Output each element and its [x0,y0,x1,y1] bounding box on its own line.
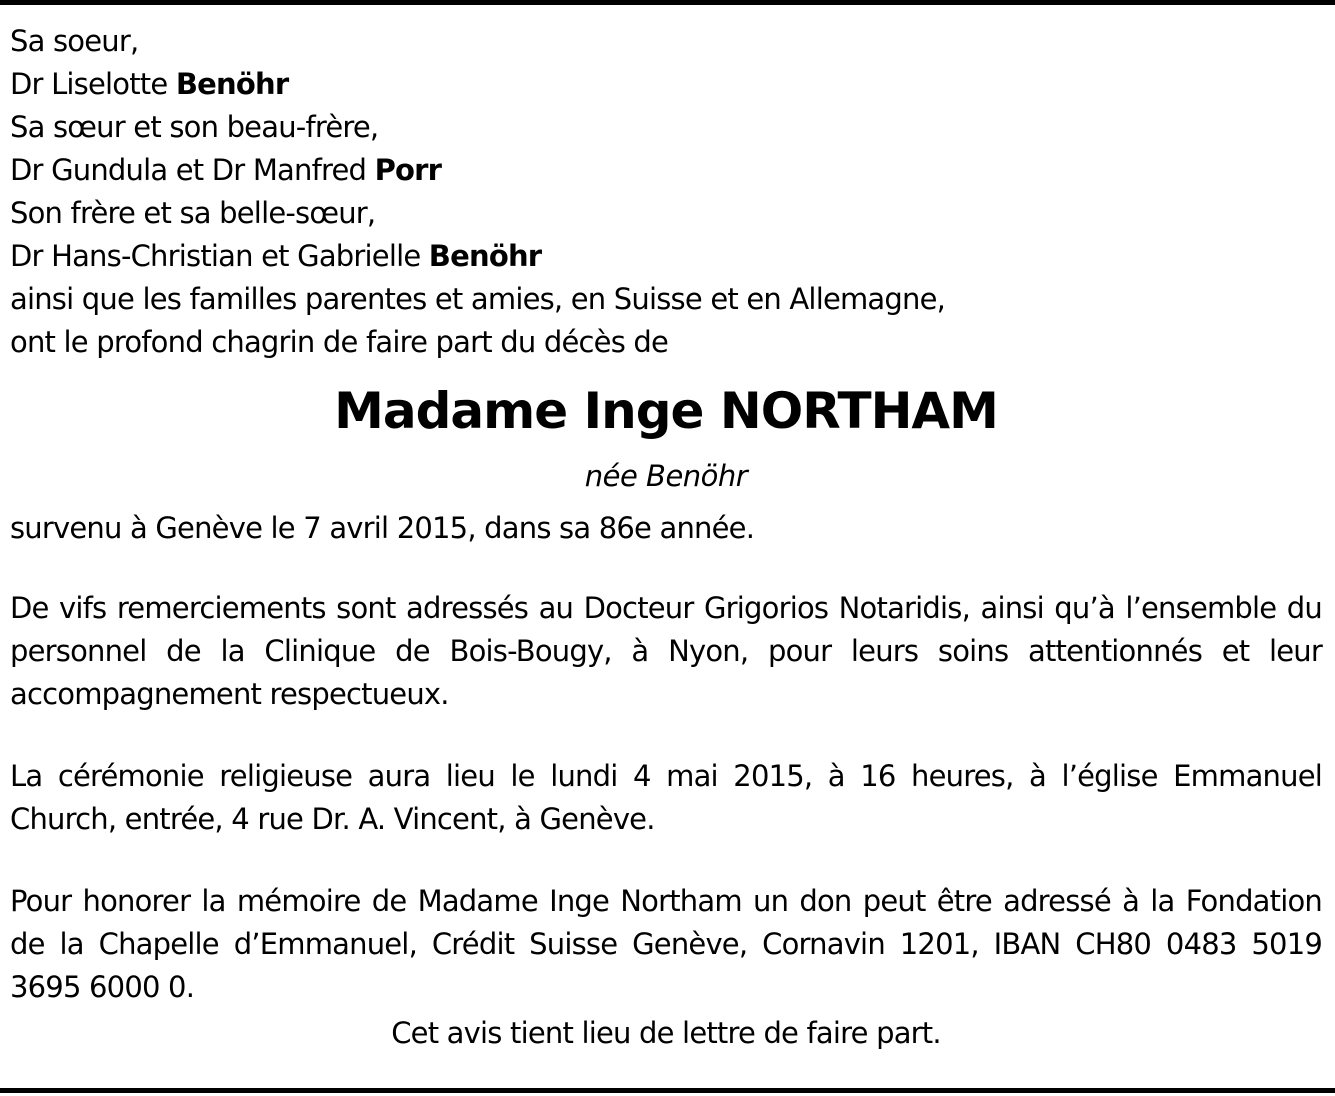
announcer-surname: Benöhr [428,239,542,273]
announcer-given-names: Dr Gundula et Dr Manfred [10,153,375,187]
closing-note: Cet avis tient lieu de lettre de faire part. [391,1016,941,1050]
announcer-surname: Benöhr [175,67,289,101]
announcer-names [10,235,1322,278]
announcer-relation: Sa sœur et son beau-frère, [10,110,379,144]
announcer-names [10,63,1322,106]
death-details: survenu à Genève le 7 avril 2015, dans sa 86e année. [10,511,755,545]
thanks-paragraph: De vifs remerciements sont adressés au Docteur Grigorios Notaridis, ainsi qu’à l’ensemble du personnel de la Clinique de Bois-Bougy, à Nyon, pour leurs soins attentionnés et leur accompagnement respectueux. [10,591,1322,711]
announcer-relation: Son frère et sa belle-sœur, [10,196,376,230]
announce-line: ont le profond chagrin de faire part du décès de [10,325,669,359]
donation-paragraph: Pour honorer la mémoire de Madame Inge Northam un don peut être adressé à la Fondation de la Chapelle d’Emmanuel, Crédit Suisse Genève, Cornavin 1201, IBAN CH80 0483 5019 3695 6000 0. [10,884,1322,1004]
top-border-rule [0,0,1335,5]
announcer-names [10,149,1322,192]
families-line: ainsi que les familles parentes et amies, en Suisse et en Allemagne, [10,282,946,316]
announcer-given-names: Dr Hans-Christian et Gabrielle [10,239,429,273]
bottom-border-rule [0,1088,1335,1093]
announcer-relation: Sa soeur, [10,24,139,58]
announcer-surname: Porr [374,153,442,187]
announcer-given-names: Dr Liselotte [10,67,176,101]
obituary-notice [10,20,1322,1053]
ceremony-paragraph: La cérémonie religieuse aura lieu le lundi 4 mai 2015, à 16 heures, à l’église Emmanuel Church, entrée, 4 rue Dr. A. Vincent, à Genève. [10,759,1322,836]
maiden-name: née Benöhr [584,459,748,493]
deceased-name: Madame Inge NORTHAM [334,382,998,440]
